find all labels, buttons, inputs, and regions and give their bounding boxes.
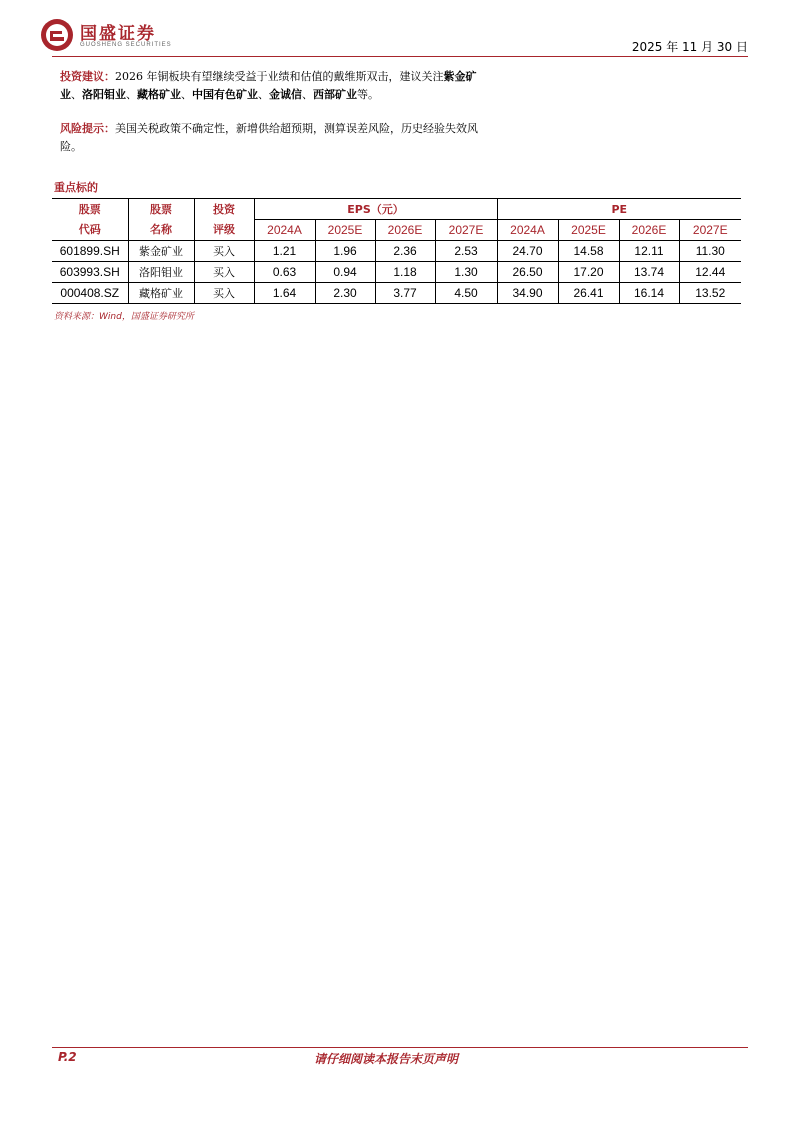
stock-rating: 买入: [194, 262, 254, 283]
header-eps-year: 2026E: [375, 220, 435, 241]
stock-code: 000408.SZ: [52, 283, 128, 304]
eps-value: 4.50: [435, 283, 497, 304]
eps-value: 2.36: [375, 241, 435, 262]
stock-mention: 金诚信: [269, 88, 302, 101]
stock-name: 洛阳钼业: [128, 262, 194, 283]
pe-value: 16.14: [619, 283, 679, 304]
header-eps-year: 2024A: [254, 220, 315, 241]
investment-advice-text: 2026 年铜板块有望继续受益于业绩和估值的戴维斯双击，建议关注: [115, 70, 444, 83]
header-eps-year: 2027E: [435, 220, 497, 241]
stock-name: 藏格矿业: [128, 283, 194, 304]
header-eps-year: 2025E: [315, 220, 375, 241]
header-eps: EPS（元）: [254, 199, 497, 220]
stock-code: 601899.SH: [52, 241, 128, 262]
stock-rating: 买入: [194, 241, 254, 262]
data-source: 资料来源：Wind，国盛证券研究所: [54, 312, 194, 322]
eps-value: 2.53: [435, 241, 497, 262]
table-row: [52, 283, 741, 304]
stock-mention: 西部矿业: [313, 88, 357, 101]
stock-mention: 洛阳钼业: [82, 88, 126, 101]
eps-value: 1.30: [435, 262, 497, 283]
header-stock-name: 股票 名称: [128, 199, 194, 241]
pe-value: 34.90: [497, 283, 558, 304]
stock-mention: 中国有色矿业: [192, 88, 258, 101]
pe-value: 13.52: [679, 283, 741, 304]
investment-advice: 投资建议：2026 年铜板块有望继续受益于业绩和估值的戴维斯双击，建议关注紫金矿业、洛阳钼业、藏格矿业、中国有色矿业、金诚信、西部矿业等。: [60, 70, 477, 101]
eps-value: 2.30: [315, 283, 375, 304]
eps-value: 1.96: [315, 241, 375, 262]
pe-value: 26.41: [558, 283, 619, 304]
footer-divider: [52, 1047, 748, 1048]
key-stocks-table: [52, 198, 741, 304]
header-pe: PE: [497, 199, 741, 220]
stock-name: 紫金矿业: [128, 241, 194, 262]
stock-code: 603993.SH: [52, 262, 128, 283]
pe-value: 14.58: [558, 241, 619, 262]
table-row: [52, 241, 741, 262]
header-pe-year: 2025E: [558, 220, 619, 241]
pe-value: 12.44: [679, 262, 741, 283]
eps-value: 1.21: [254, 241, 315, 262]
logo-text: 国盛证券: [80, 24, 156, 44]
pe-value: 24.70: [497, 241, 558, 262]
company-logo: [40, 18, 180, 56]
investment-advice-label: 投资建议：: [60, 70, 115, 83]
header-pe-year: 2024A: [497, 220, 558, 241]
table-title: 重点标的: [54, 181, 98, 194]
risk-warning-label: 风险提示：: [60, 122, 115, 135]
guosheng-logo-icon: [40, 18, 74, 52]
stock-mention: 紫金矿业: [60, 70, 477, 101]
pe-value: 17.20: [558, 262, 619, 283]
footer-disclaimer: 请仔细阅读本报告末页声明: [314, 1052, 459, 1066]
header-rating: 投资 评级: [194, 199, 254, 241]
risk-warning: [60, 120, 488, 156]
header-stock-code: 股票 代码: [52, 199, 128, 241]
pe-value: 12.11: [619, 241, 679, 262]
investment-advice-tail: 等。: [357, 88, 379, 101]
eps-value: 0.63: [254, 262, 315, 283]
eps-value: 0.94: [315, 262, 375, 283]
pe-value: 26.50: [497, 262, 558, 283]
table-row: [52, 262, 741, 283]
eps-value: 1.18: [375, 262, 435, 283]
pe-value: 11.30: [679, 241, 741, 262]
risk-warning-text: 美国关税政策不确定性，新增供给超预期，测算误差风险，历史经验失效风险。: [60, 122, 478, 153]
page-number: P.2: [58, 1050, 77, 1064]
report-date: 2025 年 11 月 30 日: [631, 40, 748, 54]
pe-value: 13.74: [619, 262, 679, 283]
logo-subtext: GUOSHENG SECURITIES: [80, 42, 172, 48]
eps-value: 1.64: [254, 283, 315, 304]
stock-rating: 买入: [194, 283, 254, 304]
stock-mention: 藏格矿业: [137, 88, 181, 101]
header-pe-year: 2027E: [679, 220, 741, 241]
header-pe-year: 2026E: [619, 220, 679, 241]
header-divider: [52, 56, 748, 57]
eps-value: 3.77: [375, 283, 435, 304]
